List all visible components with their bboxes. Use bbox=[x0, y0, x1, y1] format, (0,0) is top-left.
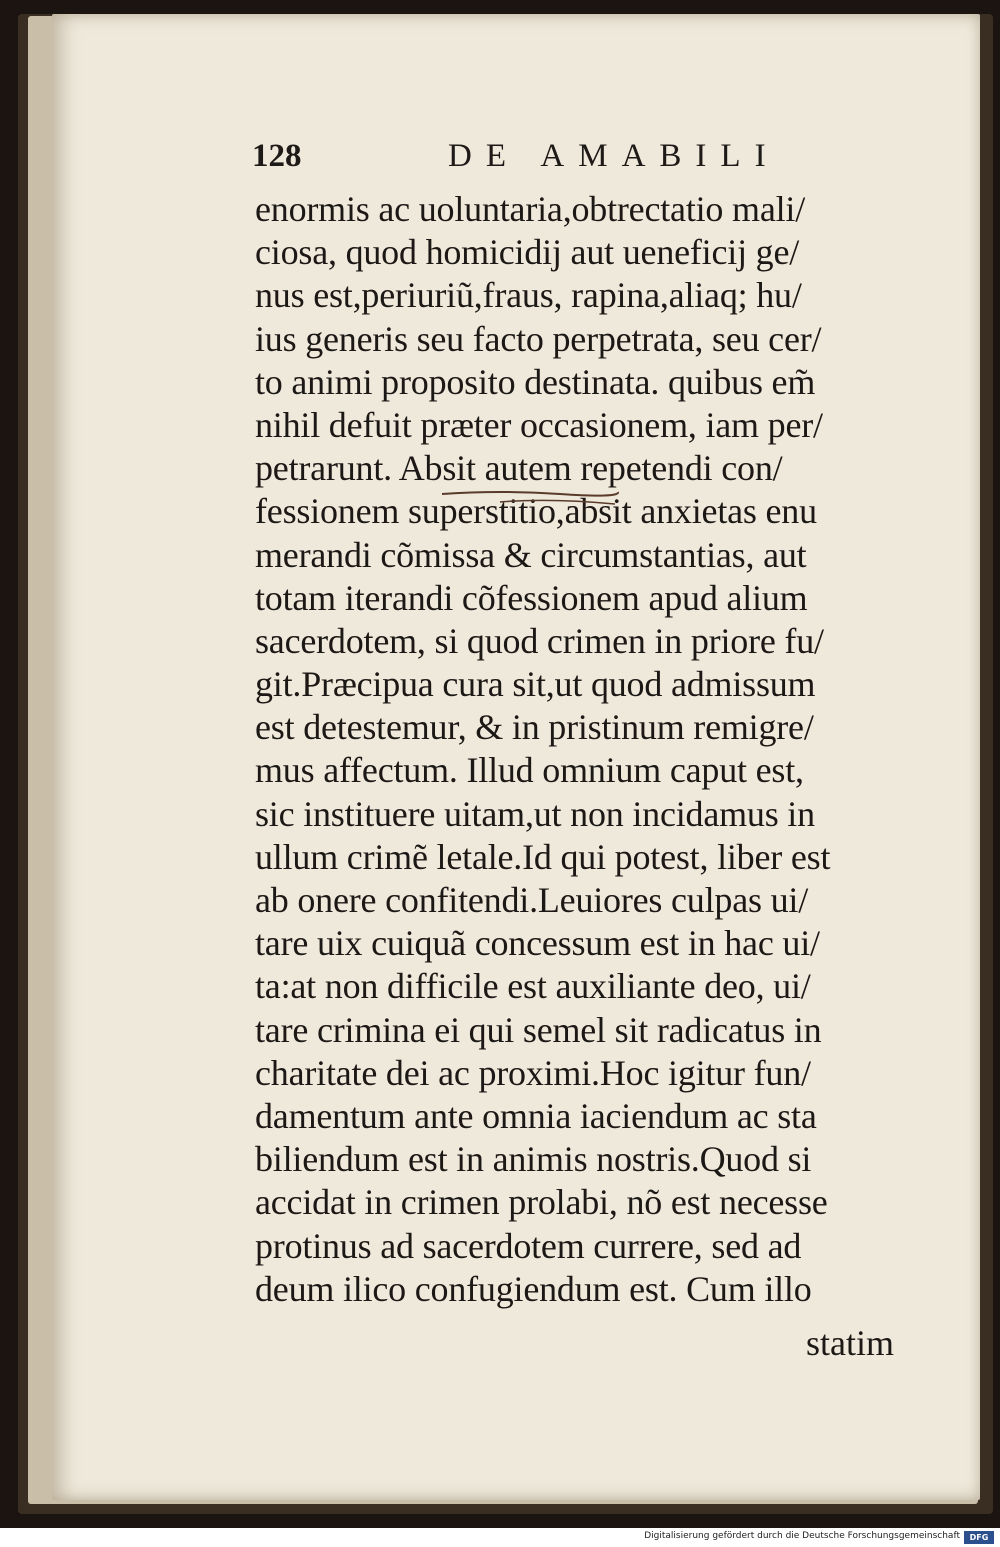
running-head bbox=[252, 134, 812, 178]
page-number: 128 bbox=[252, 138, 302, 174]
text-line: tare crimina ei qui semel sit radicatus in bbox=[255, 1009, 822, 1050]
text-line: protinus ad sacerdotem currere, sed ad bbox=[255, 1225, 802, 1266]
text-line: ciosa, quod homicidij aut ueneficij ge/ bbox=[255, 232, 800, 273]
text-line: ius generis seu facto perpetrata, seu cer/ bbox=[255, 318, 822, 359]
text-line: nihil defuit præter occasionem, iam per/ bbox=[255, 404, 823, 445]
text-line: ullum crimẽ letale.Id qui potest, liber est bbox=[255, 836, 831, 877]
text-line: petrarunt. Absit autem repetendi con/ bbox=[255, 448, 783, 489]
text-line: nus est,periuriũ,fraus, rapina,aliaq; hu/ bbox=[255, 275, 802, 316]
text-line: merandi cõmissa & circumstantias, aut bbox=[255, 534, 807, 575]
text-line: sic instituere uitam,ut non incidamus in bbox=[255, 793, 815, 834]
text-line: totam iterandi cõfessionem apud alium bbox=[255, 577, 808, 618]
text-body bbox=[255, 188, 905, 1311]
dfg-logo: DFG bbox=[964, 1531, 994, 1544]
text-line: biliendum est in animis nostris.Quod si bbox=[255, 1139, 812, 1180]
text-line: sacerdotem, si quod crimen in priore fu/ bbox=[255, 620, 824, 661]
text-line: git.Præcipua cura sit,ut quod admissum bbox=[255, 664, 816, 705]
text-line: mus affectum. Illud omnium caput est, bbox=[255, 750, 804, 791]
text-line: to animi proposito destinata. quibus em̃ bbox=[255, 361, 816, 402]
running-title: DE AMABILI bbox=[448, 138, 780, 174]
text-line: ta:at non difficile est auxiliante deo, ui/ bbox=[255, 966, 811, 1007]
text-line: damentum ante omnia iaciendum ac sta bbox=[255, 1095, 817, 1136]
text-line: est detestemur, & in pristinum remigre/ bbox=[255, 707, 814, 748]
text-line: charitate dei ac proximi.Hoc igitur fun/ bbox=[255, 1052, 811, 1093]
text-line: accidat in crimen prolabi, nõ est necesse bbox=[255, 1182, 828, 1223]
text-line: enormis ac uoluntaria,obtrectatio mali/ bbox=[255, 189, 806, 229]
text-line: tare uix cuiquã concessum est in hac ui/ bbox=[255, 923, 820, 964]
text-line: fessionem superstitio,absit anxietas enu bbox=[255, 491, 817, 532]
funding-credit: Digitalisierung gefördert durch die Deutsche Forschungsgemeinschaft bbox=[644, 1531, 960, 1541]
catchword: statim bbox=[806, 1323, 894, 1363]
text-line: ab onere confitendi.Leuiores culpas ui/ bbox=[255, 880, 808, 920]
handwritten-underline bbox=[440, 488, 620, 510]
footer-bar bbox=[0, 1528, 1000, 1547]
text-line: deum ilico confugiendum est. Cum illo bbox=[255, 1268, 812, 1309]
